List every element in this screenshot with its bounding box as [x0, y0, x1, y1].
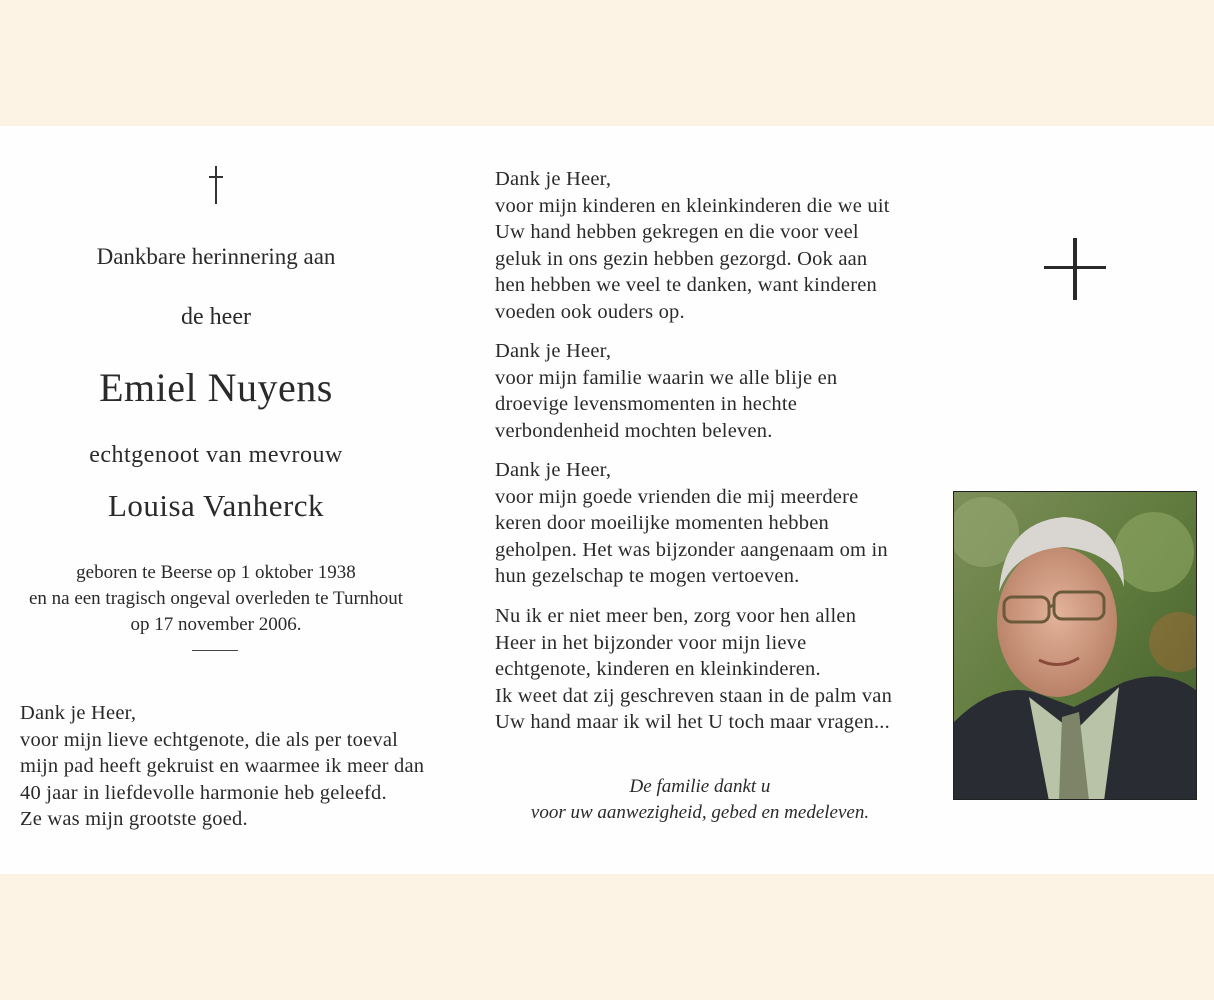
prayer-final — [495, 603, 925, 736]
prayer-line: Heer in het bijzonder voor mijn lieve — [495, 631, 807, 654]
death-line: en na een tragisch ongeval overleden te Turnhout — [28, 588, 404, 609]
prayer-family — [495, 338, 925, 444]
family-thanks — [470, 774, 930, 826]
prayer-line: Dank je Heer, — [20, 702, 137, 724]
prayer-line: Uw hand maar ik wil het U toch maar vragen... — [495, 711, 890, 733]
prayer-children — [495, 166, 925, 325]
prayer-line: Ze was mijn grootste goed. — [20, 808, 248, 830]
intro-text: Dankbare herinnering aan — [96, 244, 336, 269]
divider — [192, 650, 238, 651]
prayer-line: droevige levensmomenten in hechte — [495, 393, 798, 415]
prayer-line: Dank je Heer, — [495, 340, 612, 362]
prayer-line: voor mijn lieve echtgenote, die als per toeval — [20, 728, 399, 751]
prayer-line: mijn pad heeft gekruist en waarmee ik meer dan — [20, 755, 425, 777]
large-cross-icon — [1044, 238, 1106, 302]
prayer-line: Uw hand hebben gekregen en die voor veel — [495, 221, 859, 243]
prayer-line: Dank je Heer, — [495, 168, 612, 190]
prayer-friends — [495, 457, 925, 590]
spouse-name: Louisa Vanherck — [107, 488, 325, 523]
prayer-line: hen hebben we veel te danken, want kinderen — [495, 274, 878, 296]
prayer-line: Dank je Heer, — [495, 459, 612, 481]
prayer-line: geluk in ons gezin hebben gezorgd. Ook aan — [495, 247, 868, 270]
prayer-line: Ik weet dat zij geschreven staan in de palm van — [495, 684, 893, 707]
thanks-line: voor uw aanwezigheid, gebed en medeleven. — [530, 802, 870, 823]
spouse-label: echtgenoot van mevrouw — [89, 442, 343, 468]
prayer-line: voeden ook ouders op. — [495, 300, 685, 323]
prayer-line: voor mijn familie waarin we alle blije en — [495, 366, 838, 389]
memorial-card — [0, 126, 1214, 874]
birth-line: geboren te Beerse op 1 oktober 1938 — [76, 562, 356, 583]
prayer-line: geholpen. Het was bijzonder aangenaam om in — [495, 538, 888, 561]
title-prefix: de heer — [181, 304, 251, 330]
small-cross-icon — [206, 166, 226, 206]
prayer-line: echtgenote, kinderen en kleinkinderen. — [495, 658, 821, 680]
life-dates — [10, 560, 422, 638]
prayer-line: verbondenheid mochten beleven. — [495, 419, 773, 442]
portrait-photo — [953, 491, 1197, 800]
prayer-spouse — [20, 700, 440, 833]
prayer-line: voor mijn kinderen en kleinkinderen die we uit — [495, 194, 890, 217]
prayer-line: keren door moeilijke momenten hebben — [495, 512, 829, 534]
prayer-line: voor mijn goede vrienden die mij meerdere — [495, 485, 859, 508]
thanks-line: De familie dankt u — [629, 776, 771, 797]
deceased-name: Emiel Nuyens — [99, 365, 333, 410]
prayer-line: hun gezelschap te mogen vertoeven. — [495, 565, 800, 587]
prayer-line: Nu ik er niet meer ben, zorg voor hen allen — [495, 605, 857, 627]
prayer-line: 40 jaar in liefdevolle harmonie heb geleefd. — [20, 781, 387, 804]
death-date-line: op 17 november 2006. — [130, 614, 302, 635]
